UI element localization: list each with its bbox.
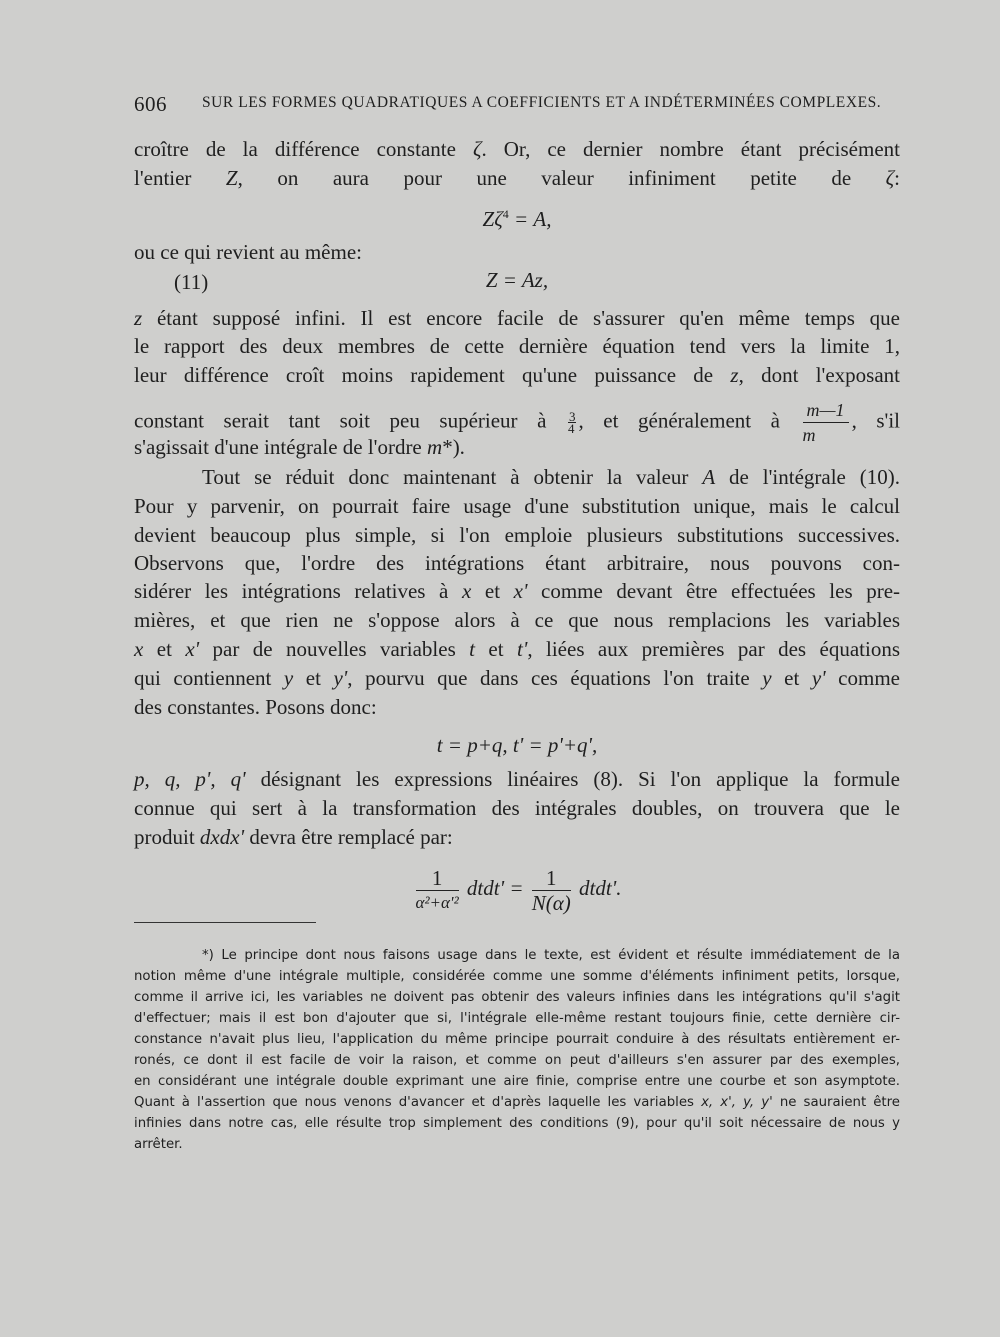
footnote-line: d'effectuer; mais il est bon d'ajouter que si, l'intégrale elle-même restant toujours finie, cette dernière cir- (134, 1011, 900, 1026)
footnote-line: ronés, ce dont il est facile de voir la raison, et comme on peut d'ailleurs s'en assurer par des exemples, (134, 1053, 900, 1068)
fraction-one-over-norm: $\frac{1}{N(\alpha)}$ (531, 865, 571, 915)
text-line: Observons que, l'ordre des intégrations étant arbitraire, nous pouvons con- (134, 551, 900, 575)
text-line: croître de la différence constante ζ. Or, ce dernier nombre étant précisément (134, 137, 900, 161)
footnote-line: en considérant une intégrale double exprimant une aire finie, comprise entre une courbe et son asymptote. (134, 1074, 900, 1089)
text-line: qui contiennent y et y', pourvu que dans ces équations l'on traite y et y' comme (134, 666, 900, 690)
text-line: devient beaucoup plus simple, si l'on emploie plusieurs substitutions successives. (134, 523, 900, 547)
footnote-line: *) Le principe dont nous faisons usage dans le texte, est évident et résulte immédiatement de la (202, 948, 900, 963)
page-number: 606 (134, 92, 167, 116)
page-header (134, 92, 900, 122)
text-line: des constantes. Posons donc: (134, 695, 377, 719)
footnote-line: infinies dans notre cas, elle résulte trop simplement des conditions (9), pour qu'il soit nécessaire de nous y (134, 1116, 900, 1131)
fraction-three-quarters: $\frac{3}{4}$ (567, 409, 576, 436)
text-line: Tout se réduit donc maintenant à obtenir la valeur A de l'intégrale (10). (202, 465, 900, 489)
equation-number: (11) (174, 270, 209, 294)
text-line: p, q, p', q' désignant les expressions linéaires (8). Si l'on applique la formule (134, 767, 900, 791)
equation-4: $\frac{1}{\text{α²+α'²}}$ dtdt' = $\frac{1}{N(\alpha)}$ dtdt'. (415, 865, 622, 915)
footnote-line: constance n'avait plus lieu, l'application du même principe pourrait conduire à des résultats entièrement er- (134, 1032, 900, 1047)
text-line: Pour y parvenir, on pourrait faire usage d'une substitution unique, mais le calcul (134, 494, 900, 518)
text-line: sidérer les intégrations relatives à x et x' comme devant être effectuées les pre- (134, 579, 901, 603)
fraction-one-over-alpha-sum: $\frac{1}{\text{α²+α'²}}$ (415, 865, 459, 912)
footnote-line: comme il arrive ici, les variables ne doivent pas obtenir des valeurs infinies dans les intégrations qu'il s'agit (134, 990, 900, 1005)
equation-3: t = p+q, t' = p'+q', (436, 733, 598, 757)
footnote-separator (134, 922, 316, 923)
text-line: le rapport des deux membres de cette dernière équation tend vers la limite 1, (134, 334, 900, 358)
text-line: l'entier Z, on aura pour une valeur infiniment petite de ζ: (134, 166, 901, 190)
footnote-line: Quant à l'assertion que nous venons d'avancer et d'après laquelle les variables x, x', y, y' ne sauraient être (134, 1095, 900, 1110)
fraction-m-minus-1-over-m: $\frac{m—1}{m}$ (803, 398, 849, 447)
text-line: z étant supposé infini. Il est encore facile de s'assurer qu'en même temps que (134, 306, 900, 330)
running-title: SUR LES FORMES QUADRATIQUES A COEFFICIENTS ET A INDÉTERMINÉES COMPLEXES. (202, 94, 882, 111)
equation-1: $Z\zeta^4 = A$, (482, 207, 552, 231)
text-line: constant serait tant soit peu supérieur à $\frac{3}{4}$, et généralement à $\frac{m—1}{m}$ , s'il (134, 400, 900, 445)
text-line: ou ce qui revient au même: (134, 240, 362, 264)
footnote-line: notion même d'une intégrale multiple, considérée comme une somme d'éléments infiniment petits, lorsque, (134, 969, 900, 984)
text-line: x et x' par de nouvelles variables t et t', liées aux premières par des équations (134, 637, 901, 661)
text-line: produit dxdx' devra être remplacé par: (134, 825, 453, 849)
text-line: leur différence croît moins rapidement qu'une puissance de z, dont l'exposant (134, 363, 900, 387)
text-line: connue qui sert à la transformation des intégrales doubles, on trouvera que le (134, 796, 900, 820)
footnote-line: arrêter. (134, 1137, 183, 1152)
text-line: mières, et que rien ne s'oppose alors à ce que nous remplacions les variables (134, 608, 900, 632)
text-line: s'agissait d'une intégrale de l'ordre m*). (134, 435, 465, 459)
equation-2: Z = Az, (485, 268, 549, 292)
